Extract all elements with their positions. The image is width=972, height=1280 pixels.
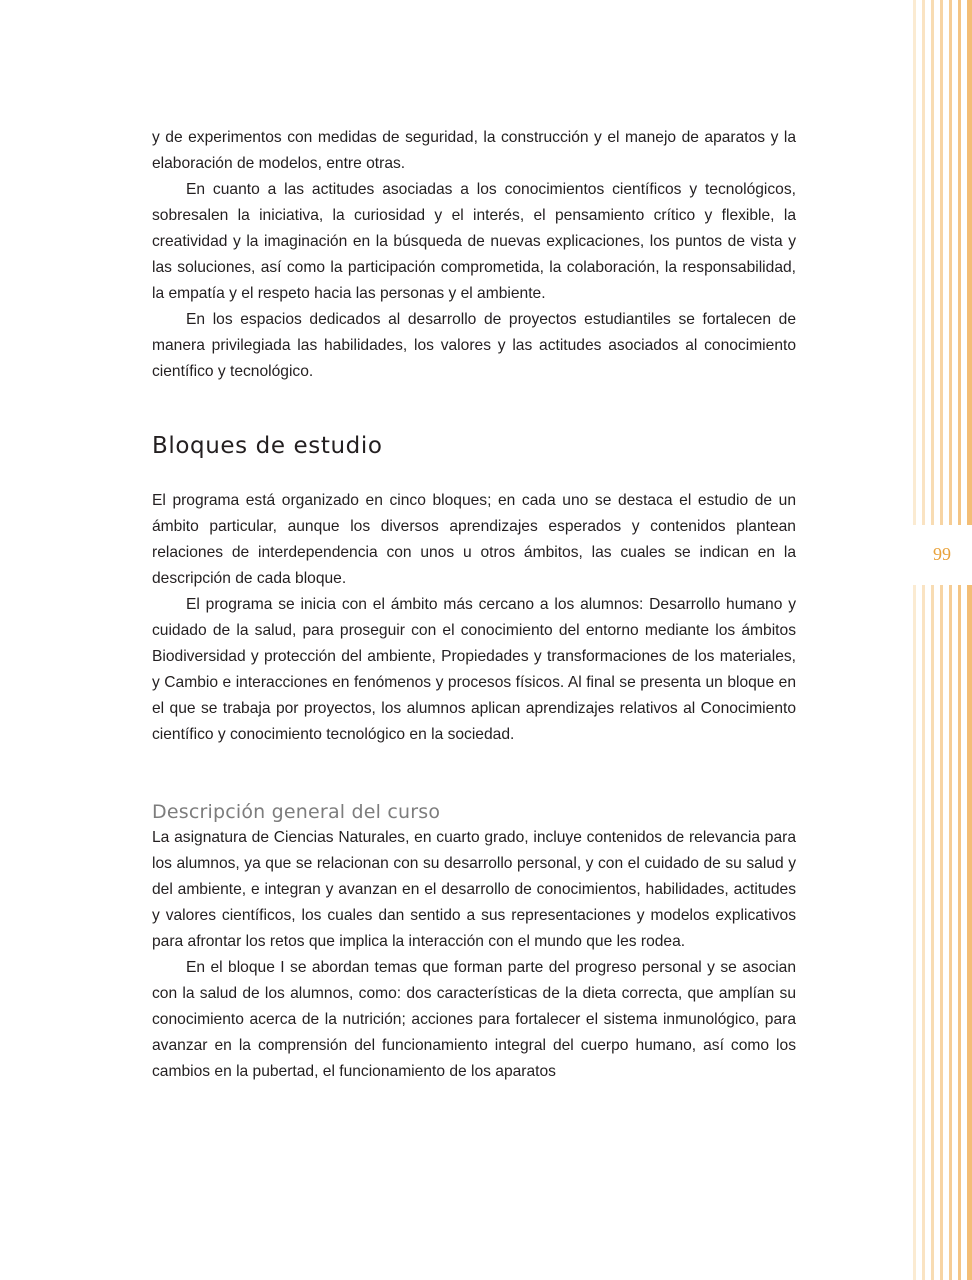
subsection-heading-descripcion: Descripción general del curso [152, 801, 441, 823]
margin-stripe [940, 0, 943, 1280]
paragraph: En cuanto a las actitudes asociadas a los conocimientos científicos y tecnológicos, sobresalen la iniciativa, la curiosidad y el interés, el pensamiento crítico y flexible, la creatividad y la imaginación en la búsqueda de nuevas explicaciones, los puntos de vista y las soluciones, así como la participación comprometida, la colaboración, la responsabilidad, la empatía y el respeto hacia las personas y el ambiente. [152, 181, 796, 302]
margin-stripe [922, 0, 925, 1280]
paragraph: En los espacios dedicados al desarrollo de proyectos estudiantiles se fortalecen de manera privilegiada las habilidades, los valores y las actitudes asociados al conocimiento científico y tecnológico. [152, 311, 796, 380]
margin-decoration [912, 0, 972, 1280]
margin-stripe [931, 0, 934, 1280]
bloques-section [152, 488, 796, 748]
page-content [152, 125, 796, 1085]
intro-section [152, 125, 796, 385]
page-number: 99 [933, 544, 951, 564]
margin-stripe [913, 0, 916, 1280]
descripcion-section [152, 825, 796, 1085]
margin-stripe [958, 0, 961, 1280]
margin-stripe [967, 0, 972, 1280]
paragraph: La asignatura de Ciencias Naturales, en cuarto grado, incluye contenidos de relevancia para los alumnos, ya que se relacionan con su desarrollo personal, y con el cuidado de su salud y del ambiente, e integran y avanzan en el desarrollo de conocimientos, habilidades, actitudes y valores científicos, los cuales dan sentido a sus representaciones y modelos explicativos para afrontar los retos que implica la interacción con el mundo que les rodea. [152, 829, 796, 950]
paragraph: En el bloque I se abordan temas que forman parte del progreso personal y se asocian con la salud de los alumnos, como: dos características de la dieta correcta, que amplían su conocimiento acerca de la nutrición; acciones para fortalecer el sistema inmunológico, para avanzar en la comprensión del funcionamiento integral del cuerpo humano, así como los cambios en la pubertad, el funcionamiento de los aparatos [152, 959, 796, 1080]
paragraph: y de experimentos con medidas de seguridad, la construcción y el manejo de aparatos y la elaboración de modelos, entre otras. [152, 129, 796, 172]
paragraph: El programa está organizado en cinco bloques; en cada uno se destaca el estudio de un ámbito particular, aunque los diversos aprendizajes esperados y contenidos plantean relaciones de interdependencia con unos u otros ámbitos, las cuales se indican en la descripción de cada bloque. [152, 492, 796, 587]
section-heading-bloques: Bloques de estudio [152, 433, 383, 459]
margin-stripe [949, 0, 952, 1280]
paragraph: El programa se inicia con el ámbito más cercano a los alumnos: Desarrollo humano y cuidado de la salud, para proseguir con el conocimiento del entorno mediante los ámbitos Biodiversidad y protección del ambiente, Propiedades y transformaciones de los materiales, y Cambio e interacciones en fenómenos y procesos físicos. Al final se presenta un bloque en el que se trabaja por proyectos, los alumnos aplican aprendizajes relativos al Conocimiento científico y conocimiento tecnológico en la sociedad. [152, 596, 796, 743]
